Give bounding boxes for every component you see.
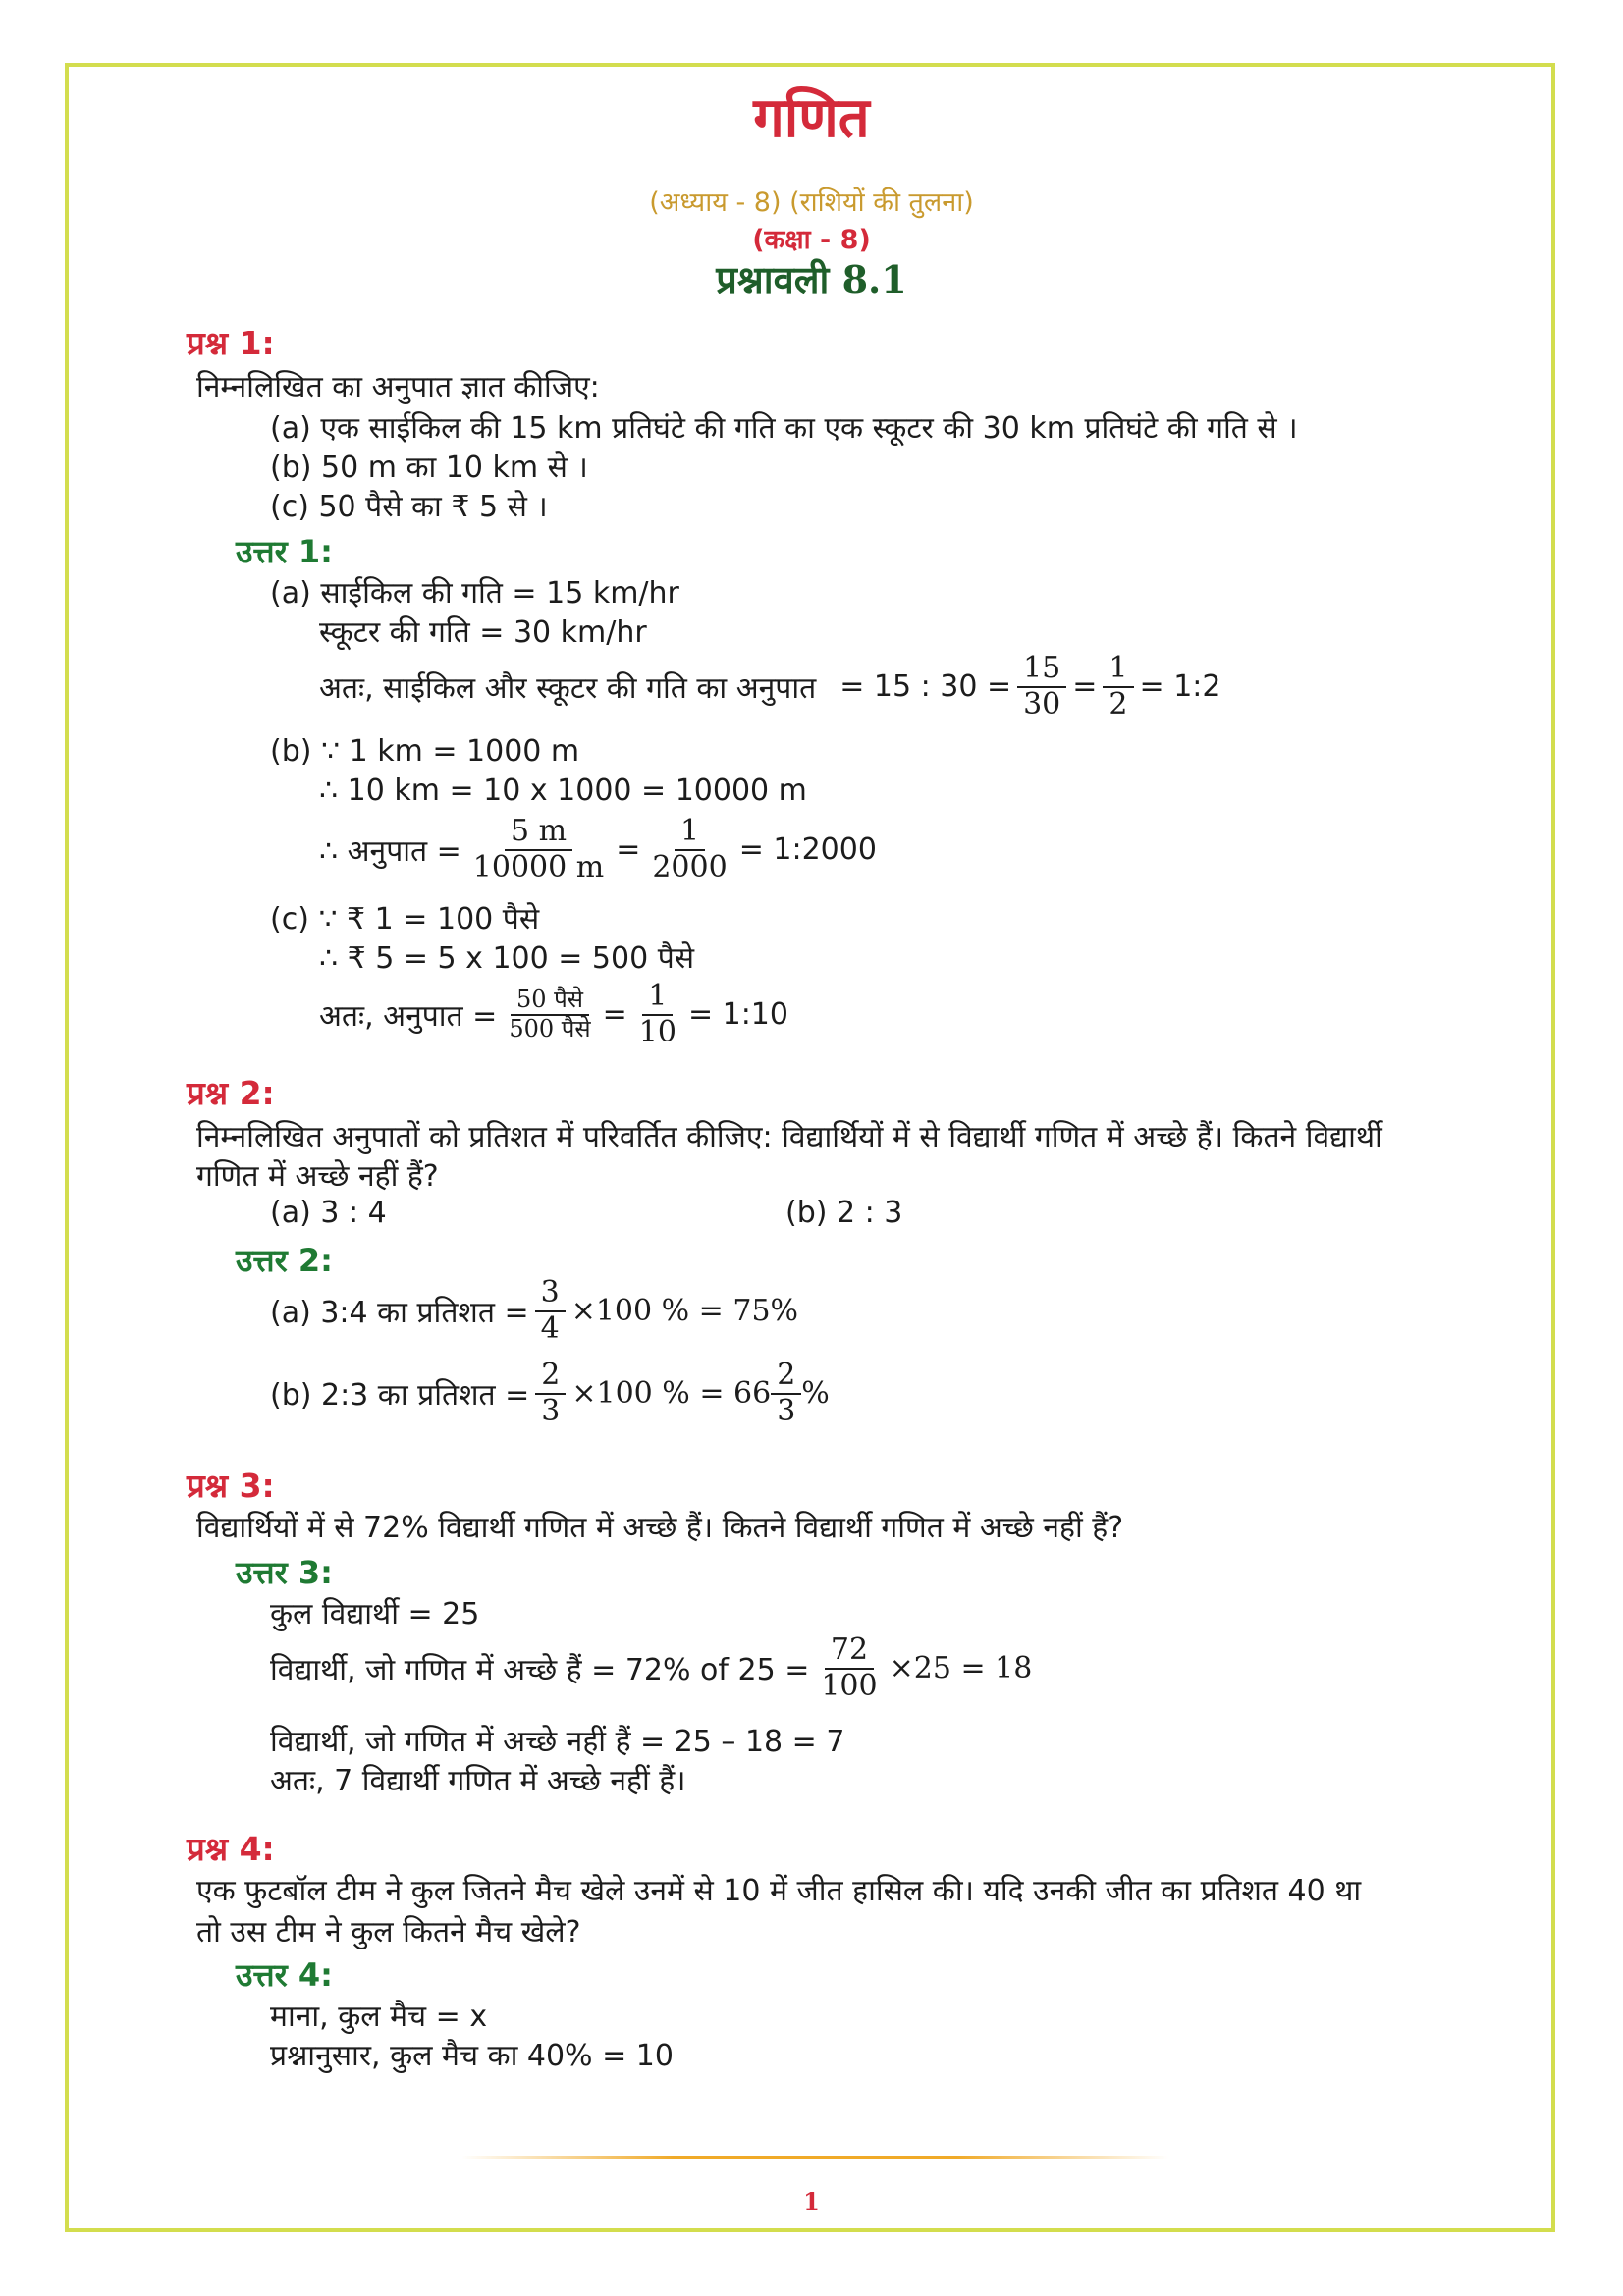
answer-3-label: उत्तर 3: <box>236 1554 333 1591</box>
answer-1-b-line3 <box>319 815 877 884</box>
answer-1-c-line2: ∴ ₹ 5 = 5 x 100 = 500 पैसे <box>319 941 695 976</box>
fraction: $\frac{15}{30}$ <box>1017 652 1066 721</box>
page-number: 1 <box>803 2187 820 2216</box>
answer-2-b <box>270 1359 830 1428</box>
answer-1-a-line1: (a) साईकिल की गति = 15 km/hr <box>270 576 679 611</box>
answer-4-line2: प्रश्नानुसार, कुल मैच का 40% = 10 <box>270 2039 674 2073</box>
answer-1-b-line2: ∴ 10 km = 10 x 1000 = 10000 m <box>319 774 807 808</box>
question-2-part-a: (a) 3 : 4 <box>270 1196 387 1230</box>
equals: = <box>1072 669 1098 704</box>
answer-2-label: उत्तर 2: <box>236 1242 333 1279</box>
exercise-heading: प्रश्नावली 8.1 <box>716 257 907 301</box>
question-2-text-line1: निम्नलिखित अनुपातों को प्रतिशत में परिवर्तित कीजिए: विद्यार्थियों में से विद्यार्थी गणित में अच्छे हैं। कितने विद्यार्थी <box>196 1120 1382 1154</box>
ratio-result: = 1:10 <box>687 997 788 1032</box>
question-1-label: प्रश्न 1: <box>187 324 275 362</box>
answer-1-b-line1: (b) ∵ 1 km = 1000 m <box>270 734 580 769</box>
question-4-text-line1: एक फुटबॉल टीम ने कुल जितने मैच खेले उनमें से 10 में जीत हासिल की। यदि उनकी जीत का प्रतिशत 40 था <box>196 1874 1362 1908</box>
answer-3-line4: अतः, 7 विद्यार्थी गणित में अच्छे नहीं हैं। <box>270 1764 686 1798</box>
fraction: $\frac{2}{3}$ <box>535 1359 566 1428</box>
answer-3-line3: विद्यार्थी, जो गणित में अच्छे नहीं हैं = 25 – 18 = 7 <box>270 1725 845 1759</box>
fraction: $\frac{1}{2}$ <box>1103 652 1133 721</box>
page-title: गणित <box>753 86 870 150</box>
answer-2-a <box>270 1276 798 1346</box>
answer-result: ×25 = 18 <box>889 1651 1033 1685</box>
percent-text: (b) 2:3 का प्रतिशत = <box>270 1378 530 1413</box>
question-1-part-b: (b) 50 m का 10 km से । <box>270 451 588 485</box>
question-2-label: प्रश्न 2: <box>187 1074 275 1112</box>
question-1-text: निम्नलिखित का अनुपात ज्ञात कीजिए: <box>196 370 600 404</box>
answer-4-line1: माना, कुल मैच = x <box>270 2000 488 2034</box>
answer-1-c-line3 <box>319 980 788 1049</box>
fraction: $\frac{72}{100}$ <box>821 1632 878 1703</box>
answer-1-label: उत्तर 1: <box>236 533 333 570</box>
percent-text: (a) 3:4 का प्रतिशत = <box>270 1296 529 1330</box>
fraction: $\frac{\text{50 पैसे}}{\text{500 पैसे}}$ <box>509 985 591 1042</box>
question-1-part-a: (a) एक साईकिल की 15 km प्रतिघंटे की गति का एक स्कूटर की 30 km प्रतिघंटे की गति से । <box>270 411 1298 446</box>
ratio-text: ∴ अनुपात = <box>319 834 461 869</box>
answer-3-line1: कुल विद्यार्थी = 25 <box>270 1597 480 1631</box>
equals: = <box>602 997 627 1032</box>
ratio-result: = 1:2 <box>1139 669 1221 704</box>
question-3-text: विद्यार्थियों में से 72% विद्यार्थी गणित में अच्छे हैं। कितने विद्यार्थी गणित में अच्छे नहीं हैं? <box>196 1511 1124 1545</box>
class-heading: (कक्षा - 8) <box>752 225 871 255</box>
ratio-text: अतः, साईकिल और स्कूटर की गति का अनुपात <box>319 671 817 706</box>
question-2-text-line2: गणित में अच्छे नहीं हैं? <box>196 1159 439 1194</box>
footer-divider <box>461 2156 1168 2159</box>
equals: = <box>616 832 641 867</box>
ratio-result: = 1:2000 <box>738 832 877 867</box>
answer-text: विद्यार्थी, जो गणित में अच्छे हैं = 72% of 25 = <box>270 1653 810 1687</box>
question-3-label: प्रश्न 3: <box>187 1467 275 1505</box>
question-4-text-line2: तो उस टीम ने कुल कितने मैच खेले? <box>196 1915 581 1949</box>
answer-4-label: उत्तर 4: <box>236 1956 333 1994</box>
answer-3-line2 <box>270 1633 1032 1703</box>
ratio-text: अतः, अनुपात = <box>319 999 498 1034</box>
fraction: $\frac{5 m}{10000 m}$ <box>472 814 605 884</box>
fraction: $\frac{1}{10}$ <box>638 979 676 1049</box>
question-2-part-b: (b) 2 : 3 <box>785 1196 903 1230</box>
answer-1-a-line3 <box>319 652 1220 721</box>
fraction: $\frac{1}{2000}$ <box>652 814 728 884</box>
ratio-eq: = 15 : 30 = <box>839 669 1012 704</box>
percent-result: ×100 % = 66 <box>571 1376 772 1411</box>
fraction: $\frac{2}{3}$ <box>771 1359 801 1428</box>
chapter-heading: (अध्याय - 8) (राशियों की तुलना) <box>649 187 974 218</box>
percent-sign: % <box>801 1376 830 1411</box>
answer-1-a-line2: स्कूटर की गति = 30 km/hr <box>319 615 647 650</box>
answer-1-c-line1: (c) ∵ ₹ 1 = 100 पैसे <box>270 902 540 936</box>
percent-result: ×100 % = 75% <box>570 1294 799 1328</box>
question-4-label: प्रश्न 4: <box>187 1830 275 1868</box>
question-1-part-c: (c) 50 पैसे का ₹ 5 से । <box>270 490 548 524</box>
fraction: $\frac{3}{4}$ <box>535 1276 566 1346</box>
